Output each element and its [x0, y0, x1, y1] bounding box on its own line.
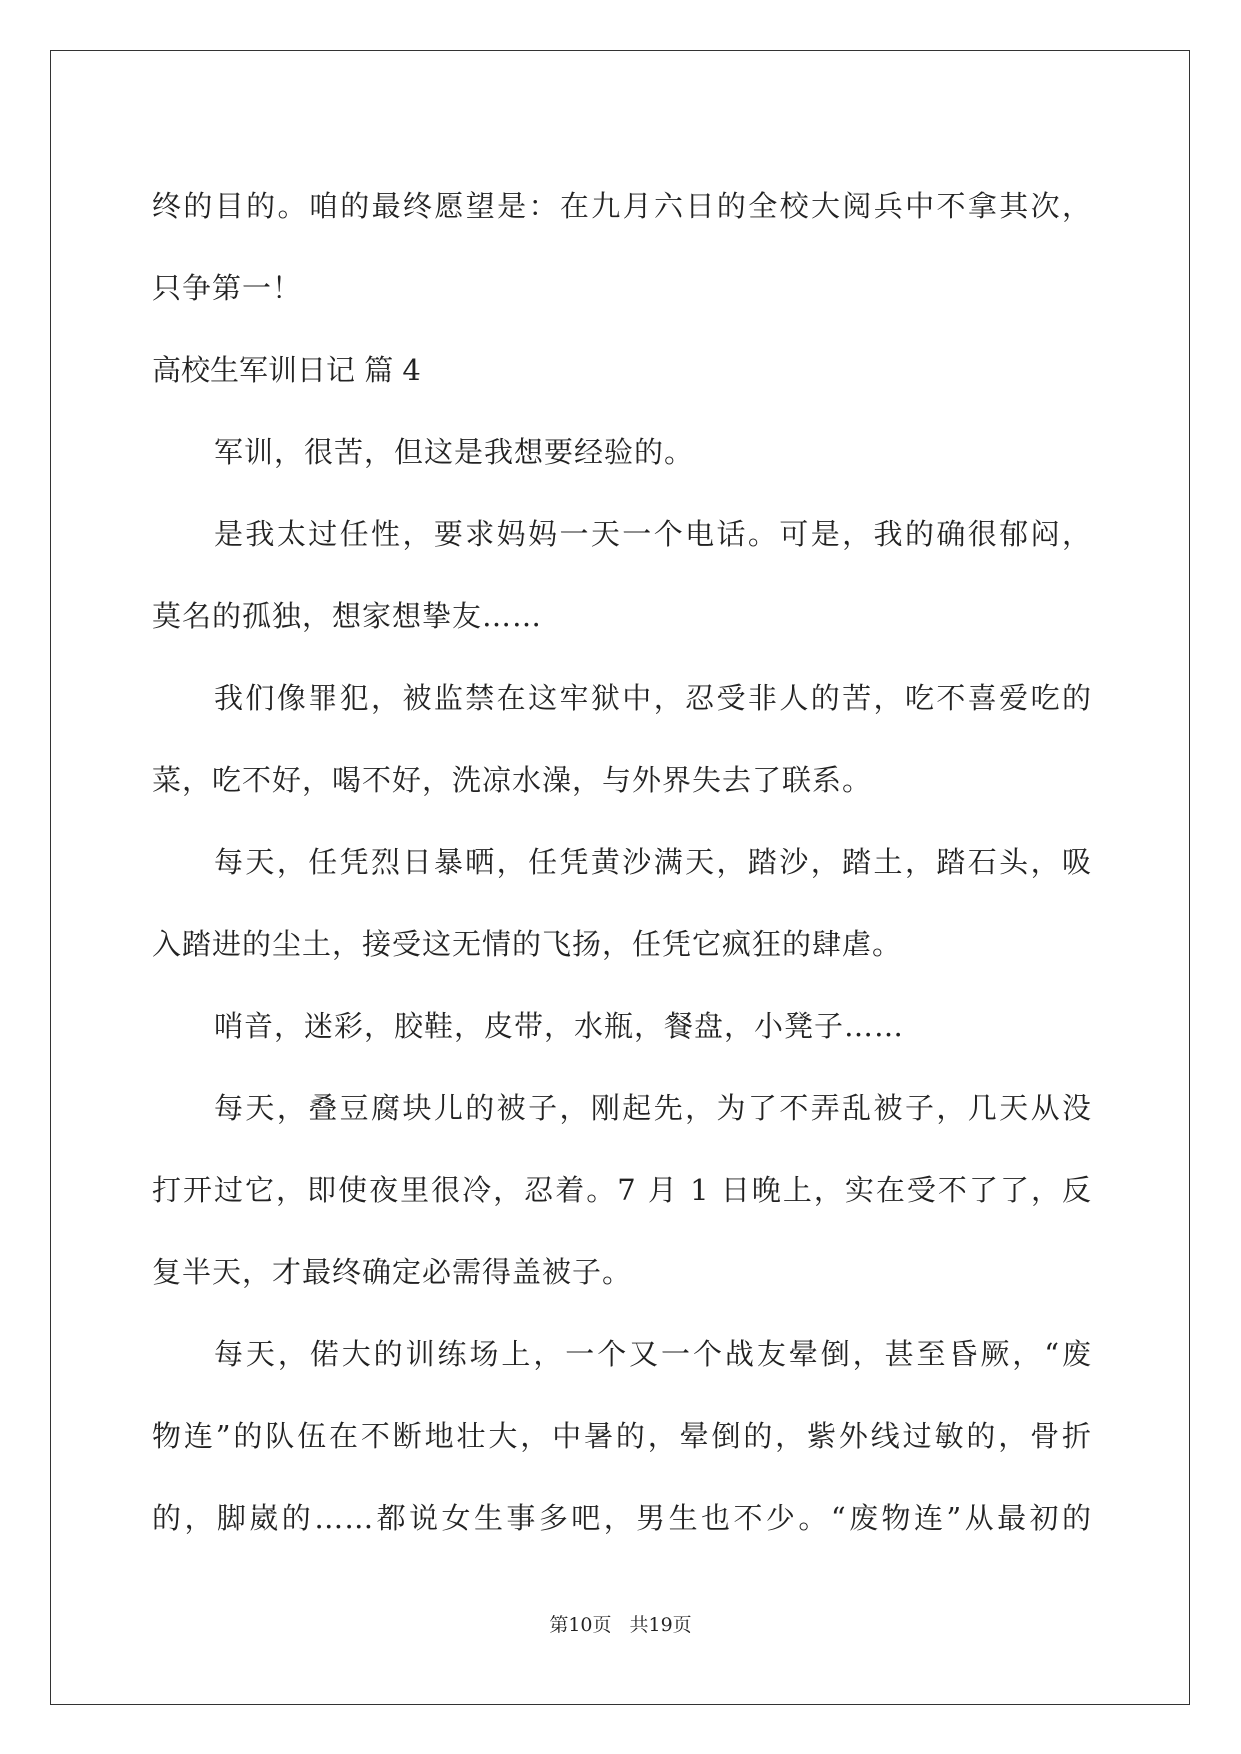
document-body [152, 165, 1092, 1559]
text-line: 终的目的。咱的最终愿望是：在九月六日的全校大阅兵中不拿其次， [152, 189, 1092, 223]
section-heading: 高校生军训日记 篇 4 [152, 353, 421, 387]
text-line: 每天，任凭烈日暴晒，任凭黄沙满天，踏沙，踏土，踏石头，吸 [214, 845, 1092, 879]
text-line: 哨音，迷彩，胶鞋，皮带，水瓶，餐盘，小凳子…… [214, 1009, 905, 1043]
text-line: 的，脚崴的……都说女生事多吧，男生也不少。“废物连”从最初的 [152, 1501, 1092, 1535]
text-line: 每天，偌大的训练场上，一个又一个战友晕倒，甚至昏厥，“废 [214, 1337, 1092, 1371]
text-line: 打开过它，即使夜里很冷，忍着。7 月 1 日晚上，实在受不了了，反 [152, 1173, 1092, 1207]
text-line: 每天，叠豆腐块儿的被子，刚起先，为了不弄乱被子，几天从没 [214, 1091, 1092, 1125]
text-line: 菜，吃不好，喝不好，洗凉水澡，与外界失去了联系。 [152, 763, 873, 797]
text-line: 只争第一！ [152, 271, 303, 305]
text-line: 军训，很苦，但这是我想要经验的。 [214, 435, 695, 469]
text-line: 入踏进的尘土，接受这无情的飞扬，任凭它疯狂的肆虐。 [152, 927, 903, 961]
text-line: 莫名的孤独，想家想挚友…… [152, 599, 543, 633]
page-footer [0, 1610, 1241, 1637]
text-line: 复半天，才最终确定必需得盖被子。 [152, 1255, 633, 1289]
text-line: 是我太过任性，要求妈妈一天一个电话。可是，我的确很郁闷， [214, 517, 1092, 551]
text-line: 我们像罪犯，被监禁在这牢狱中，忍受非人的苦，吃不喜爱吃的 [214, 681, 1092, 715]
text-line: 物连”的队伍在不断地壮大，中暑的，晕倒的，紫外线过敏的，骨折 [152, 1419, 1092, 1453]
total-pages: 共19页 [629, 1614, 692, 1636]
current-page-number: 第10页 [549, 1614, 612, 1636]
